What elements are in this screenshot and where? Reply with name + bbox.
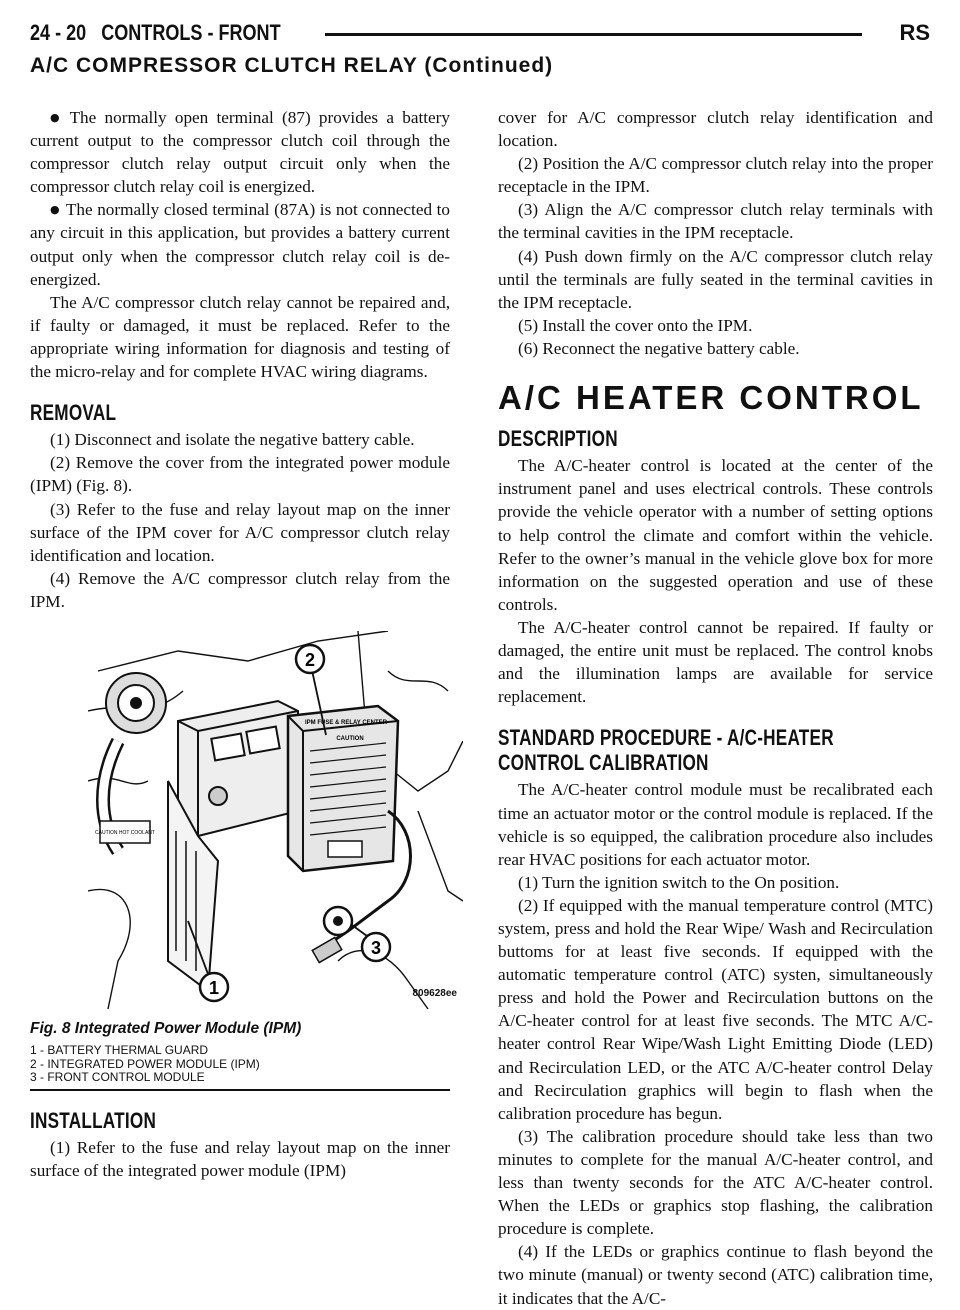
standard-procedure-heading: CONTROL CALIBRATION (498, 750, 709, 776)
removal-step: (3) Refer to the fuse and relay layout map on the inner surface of the IPM cover for A/C compressor clutch relay identification and location. (30, 499, 450, 565)
page-number-and-section (30, 20, 281, 46)
svg-text:2: 2 (304, 649, 316, 670)
figure-legend-item: 3 - FRONT CONTROL MODULE (30, 1070, 205, 1085)
continued-title: A/C COMPRESSOR CLUTCH RELAY (Continued) (30, 54, 554, 77)
svg-text:IPM FUSE & RELAY CENTER: IPM FUSE & RELAY CENTER (304, 719, 388, 726)
description-heading: DESCRIPTION (498, 426, 618, 452)
right-column (498, 106, 933, 1310)
figure-legend-item: 1 - BATTERY THERMAL GUARD (30, 1043, 209, 1058)
installation-heading: INSTALLATION (30, 1107, 157, 1133)
installation-step: (2) Position the A/C compressor clutch relay into the proper receptacle in the IPM. (498, 154, 933, 197)
svg-text:1: 1 (208, 977, 220, 998)
removal-heading: REMOVAL (30, 400, 117, 426)
procedure-step: (2) If equipped with the manual temperature control (MTC) system, press and hold the Rear Wipe/ Wash and Recirculation buttoms for at least five seconds. If equipped with the automatic temperature control (ATC) systen, simultaneously press and hold the Power and Recirculation buttons on the A/C-heater control for at least five seconds. The MTC A/C-heater control Rear Wipe/Wash Light Emitting Diode (LED) and Recirculation LED, or the ATC A/C-heater control Delay and Recirculation graphics will begin to flash when the calibration procedure has begun. (498, 895, 933, 1123)
bullet-item: ● The normally closed terminal (87A) is not connected to any circuit in this application, but provides a battery current output only when the compressor clutch relay coil is de-energized. (30, 200, 450, 289)
procedure-step: (1) Turn the ignition switch to the On position. (518, 872, 840, 892)
procedure-step: (3) The calibration procedure should take less than two minutes to complete for the manual A/C-heater control, and less than twenty seconds for the ATC A/C-heater control. When the LEDs or graphics stop flashing, the calibration procedure is complete. (498, 1126, 933, 1239)
engine-bay-illustration (88, 631, 463, 1009)
left-column (30, 106, 457, 1182)
standard-procedure-heading: STANDARD PROCEDURE - A/C-HEATER (498, 725, 834, 751)
paragraph: The A/C compressor clutch relay cannot be repaired and, if faulty or damaged, it must be replaced. Refer to the appropriate wiring information for diagnosis and testing of the micro-relay and for complete HVAC wiring diagrams. (30, 292, 450, 382)
bullet-item: ● The normally open terminal (87) provides a battery current output to the compressor clutch coil through the compressor clutch relay output circuit only when the compressor clutch relay coil is energized. (30, 108, 450, 197)
bullet-icon: ● (50, 203, 60, 217)
page-header (30, 20, 930, 50)
installation-step: (6) Reconnect the negative battery cable. (518, 338, 800, 358)
removal-step: (4) Remove the A/C compressor clutch relay from the IPM. (30, 568, 450, 611)
paragraph: The A/C-heater control cannot be repaired. If faulty or damaged, the entire unit must be replaced. The control knobs and the illumination lamps are available for service replacement. (498, 617, 933, 707)
callout-2 (296, 645, 324, 673)
installation-step: (3) Align the A/C compressor clutch relay terminals with the terminal cavities in the IPM receptacle. (498, 200, 933, 243)
callout-3 (362, 933, 390, 961)
paragraph: The A/C-heater control module must be recalibrated each time an actuator motor or the control module is replaced. If the vehicle is so equipped, the calibration procedure also includes rear HVAC positions for each actuator motor. (498, 780, 933, 869)
installation-step: (5) Install the cover onto the IPM. (518, 315, 753, 335)
removal-step: (1) Disconnect and isolate the negative battery cable. (50, 430, 415, 450)
ipm-icon (288, 706, 398, 871)
battery-icon (178, 701, 298, 836)
bullet-icon: ● (50, 111, 64, 124)
main-heading: A/C HEATER CONTROL (498, 379, 924, 417)
svg-text:3: 3 (370, 937, 382, 958)
model-code: RS (899, 20, 930, 45)
figure-legend-item: 2 - INTEGRATED POWER MODULE (IPM) (30, 1056, 260, 1071)
reservoir-cap-icon (106, 673, 166, 733)
figure-ipm (88, 631, 463, 1009)
figure-id: 809628ee (412, 987, 457, 999)
installation-step-continued: cover for A/C compressor clutch relay identification and location. (498, 108, 933, 151)
figure-caption: Fig. 8 Integrated Power Module (IPM) (30, 1019, 302, 1037)
callout-1 (200, 973, 228, 1001)
svg-text:CAUTION HOT COOLANT: CAUTION HOT COOLANT (95, 829, 155, 836)
header-rule (325, 33, 862, 36)
svg-text:CAUTION: CAUTION (336, 735, 364, 742)
procedure-step: (4) If the LEDs or graphics continue to flash beyond the two minute (manual) or twenty second (ATC) calibration time, it indicates that the A/C- (498, 1242, 933, 1308)
removal-step: (2) Remove the cover from the integrated power module (IPM) (Fig. 8). (30, 453, 450, 496)
page-number: 24 - 20 (30, 20, 87, 45)
paragraph: The A/C-heater control is located at the center of the instrument panel and uses electrical controls. These controls provide the vehicle operator with a number of setting options to help control the climate and comfort within the vehicle. Refer to the owner’s manual in the vehicle glove box for more information on the suggested operation and use of these controls. (498, 456, 933, 614)
installation-step: (1) Refer to the fuse and relay layout map on the inner surface of the integrated power module (IPM) (30, 1137, 450, 1180)
section-title: CONTROLS - FRONT (101, 20, 281, 45)
installation-step: (4) Push down firmly on the A/C compressor clutch relay until the terminals are fully seated in the terminal cavities in the IPM receptacle. (498, 246, 933, 312)
